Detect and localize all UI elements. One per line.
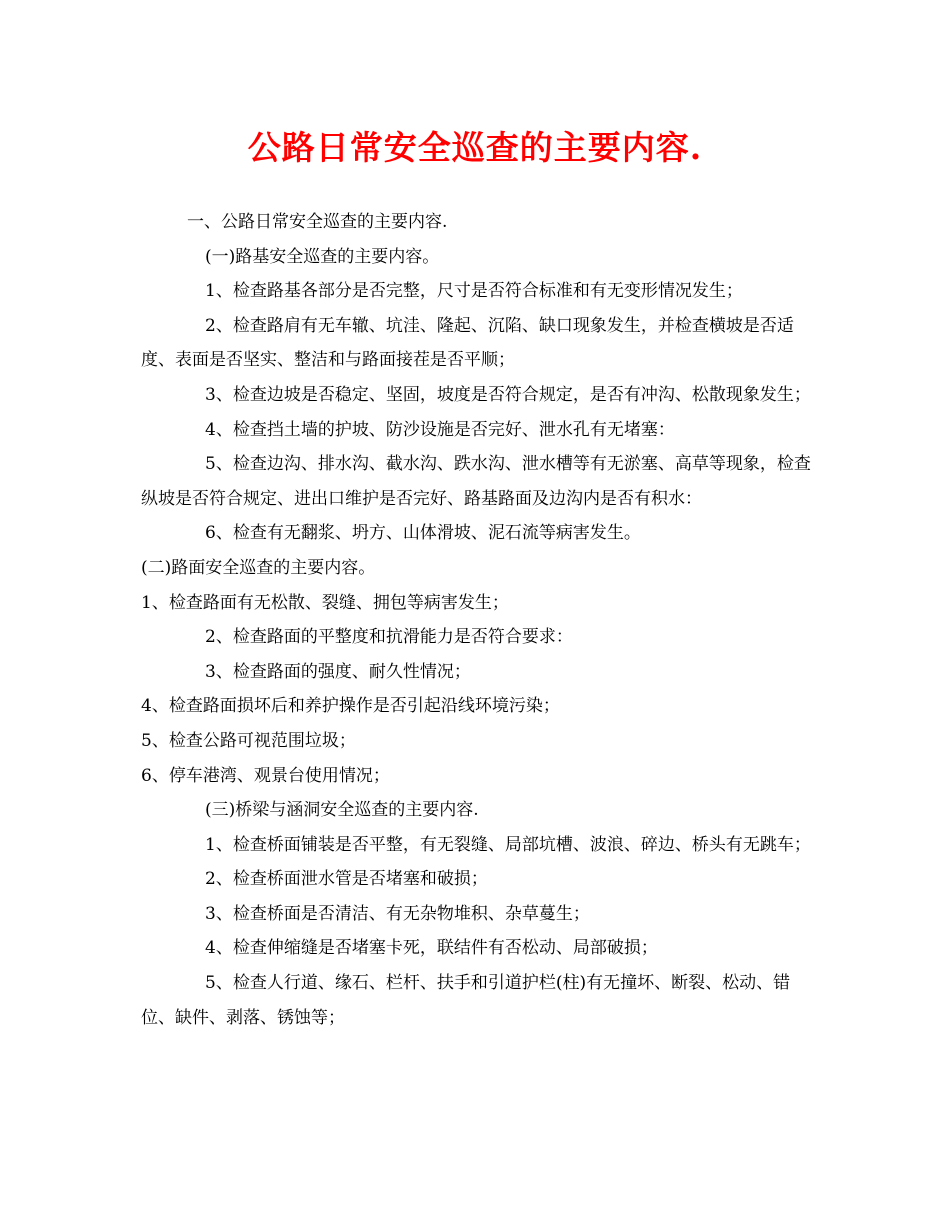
paragraph: 5、检查人行道、缘石、栏杆、扶手和引道护栏(柱)有无撞坏、断裂、松动、错位、缺件、剥落、锈蚀等； (141, 973, 791, 1028)
paragraph: 6、检查有无翻浆、坍方、山体滑坡、泥石流等病害发生。 (205, 523, 641, 544)
paragraph: (一)路基安全巡查的主要内容。 (205, 246, 440, 267)
paragraph: 5、检查公路可视范围垃圾； (141, 730, 356, 751)
paragraph: 4、检查挡土墙的护坡、防沙设施是否完好、泄水孔有无堵塞： (205, 419, 675, 440)
paragraph: 1、检查桥面铺装是否平整，有无裂缝、局部坑槽、波浪、碎边、桥头有无跳车； (205, 834, 811, 855)
paragraph: 1、检查路基各部分是否完整，尺寸是否符合标准和有无变形情况发生； (205, 281, 743, 302)
paragraph: 4、检查路面损坏后和养护操作是否引起沿线环境污染； (141, 696, 560, 717)
paragraph: (三)桥梁与涵洞安全巡查的主要内容. (205, 800, 479, 821)
paragraph: (二)路面安全巡查的主要内容。 (141, 557, 376, 578)
paragraph: 一、公路日常安全巡查的主要内容. (187, 212, 448, 232)
paragraph: 2、检查路肩有无车辙、坑洼、隆起、沉陷、缺口现象发生，并检查横坡是否适度、表面是否坚实、整洁和与路面接茬是否平顺； (141, 315, 794, 371)
document-body (141, 205, 821, 1035)
paragraph: 3、检查路面的强度、耐久性情况； (205, 661, 471, 682)
paragraph: 5、检查边沟、排水沟、截水沟、跌水沟、泄水槽等有无淤塞、高草等现象，检查纵坡是否符合规定、进出口维护是否完好、路基路面及边沟内是否有积水： (141, 454, 811, 509)
document-title: 公路日常安全巡查的主要内容. (247, 128, 703, 167)
paragraph: 6、停车港湾、观景台使用情况； (141, 765, 390, 786)
paragraph: 2、检查路面的平整度和抗滑能力是否符合要求： (205, 627, 573, 648)
paragraph: 3、检查边坡是否稳定、坚固，坡度是否符合规定，是否有冲沟、松散现象发生； (205, 384, 811, 405)
paragraph: 3、检查桥面是否清洁、有无杂物堆积、杂草蔓生； (205, 903, 590, 924)
paragraph: 2、检查桥面泄水管是否堵塞和破损； (205, 869, 488, 890)
paragraph: 4、检查伸缩缝是否堵塞卡死，联结件有否松动、局部破损； (205, 938, 658, 959)
paragraph: 1、检查路面有无松散、裂缝、拥包等病害发生； (141, 592, 509, 613)
